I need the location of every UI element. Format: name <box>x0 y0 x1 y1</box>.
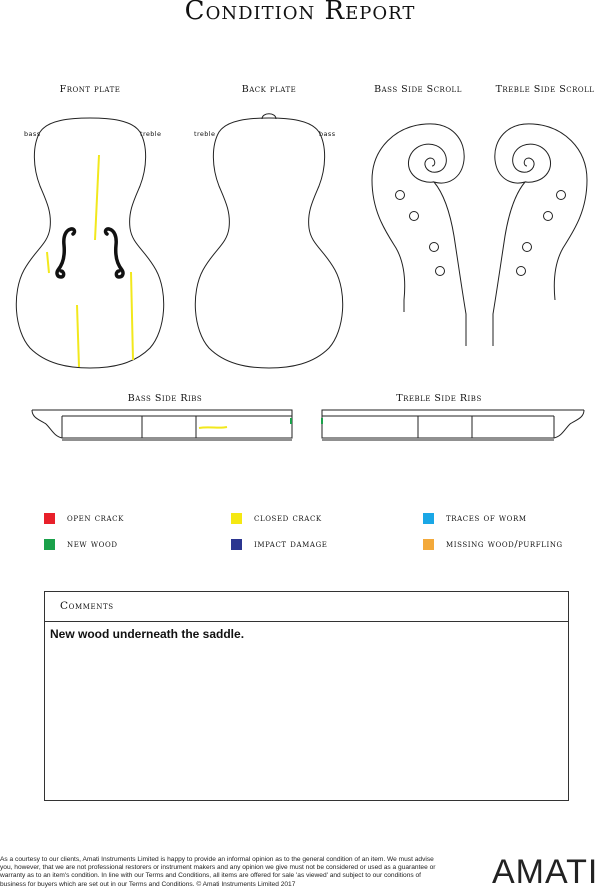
legend-swatch <box>231 539 242 550</box>
legend-swatch <box>44 513 55 524</box>
treble-scroll-volute <box>513 144 551 182</box>
legend-impact-damage <box>231 539 328 550</box>
treble-side-ribs <box>322 410 584 440</box>
crack-mark <box>199 427 227 428</box>
comments-box <box>44 591 569 801</box>
legend-label: impact damage <box>254 539 328 550</box>
front-treble-label: treble <box>140 130 162 138</box>
peg-hole <box>436 267 445 276</box>
legend-closed-crack <box>231 513 322 524</box>
legend-missing-wood <box>423 539 563 550</box>
bass-side-ribs-label: Bass Side Ribs <box>127 393 203 404</box>
legend-label: missing wood/purfling <box>446 539 563 550</box>
legend-swatch <box>423 539 434 550</box>
legend-open-crack <box>44 513 124 524</box>
treble-side-ribs-label: Treble Side Ribs <box>396 393 482 404</box>
legend-label: new wood <box>67 539 118 550</box>
legend-label: traces of worm <box>446 513 527 524</box>
bass-scroll-outline <box>372 124 466 346</box>
legend-new-wood <box>44 539 118 550</box>
peg-hole <box>396 191 405 200</box>
page-title: Condition Report <box>184 0 416 26</box>
treble-scroll-outline <box>493 124 587 346</box>
back-bass-label: bass <box>319 130 336 138</box>
peg-hole <box>517 267 526 276</box>
disclaimer: As a courtesy to our clients, Amati Instruments Limited is happy to provide an informal opinion as to the general condition of an item. We must advise you, however, that we are not professional restorers or instrument makers and any opinion we give must not be considered or used as a guarantee or warranty as to an item's condition. In line with our Terms and Conditions, all items are offered for sale 'as viewed' and subject to our conditions of business for buyers which are set out in our Terms and Conditions. © Amati Instruments Limited 2017 <box>0 856 436 888</box>
bass-side-ribs <box>32 410 292 440</box>
crack-mark <box>77 305 79 367</box>
amati-logo: AMATI <box>492 853 599 891</box>
peg-hole <box>410 212 419 221</box>
legend-label: open crack <box>67 513 124 524</box>
crack-mark <box>47 252 49 273</box>
bass-side-scroll-label: Bass Side Scroll <box>374 84 462 95</box>
f-hole-right <box>106 229 123 277</box>
legend-traces-of-worm <box>423 513 527 524</box>
f-hole-left <box>57 229 74 277</box>
legend-swatch <box>44 539 55 550</box>
front-plate-outline <box>16 118 163 368</box>
bass-scroll-volute <box>408 144 446 182</box>
peg-hole <box>557 191 566 200</box>
back-plate-outline <box>195 118 342 368</box>
front-bass-label: bass <box>24 130 41 138</box>
back-plate-label: Back plate <box>241 84 297 95</box>
crack-mark <box>131 272 133 360</box>
front-plate-label: Front plate <box>59 84 121 95</box>
peg-hole <box>430 243 439 252</box>
comments-text: New wood underneath the saddle. <box>50 627 245 641</box>
crack-mark <box>95 155 99 240</box>
legend-label: closed crack <box>254 513 322 524</box>
legend-swatch <box>231 513 242 524</box>
legend-swatch <box>423 513 434 524</box>
comments-heading: Comments <box>45 592 568 622</box>
peg-hole <box>523 243 532 252</box>
back-treble-label: treble <box>194 130 216 138</box>
treble-side-scroll-label: Treble Side Scroll <box>495 84 595 95</box>
peg-hole <box>544 212 553 221</box>
